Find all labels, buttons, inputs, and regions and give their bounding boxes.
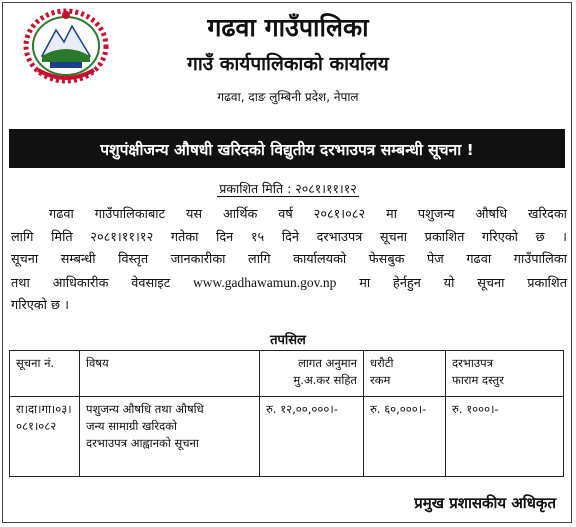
notice-body: [11, 204, 567, 318]
office-address: गढवा, दाङ लुम्बिनी प्रदेश, नेपाल: [217, 90, 359, 104]
table-header-row: [10, 351, 564, 397]
table-caption: तपसिल: [270, 333, 306, 348]
cell-form-fee: रु. १०००।-: [446, 397, 564, 477]
body-line: गरिएको छ ।: [11, 298, 69, 313]
table-row: [10, 397, 564, 477]
details-table: [9, 350, 564, 477]
office-name: गाउँ कार्यपालिकाको कार्यालय: [187, 53, 389, 75]
header-notice-no: सूचना नं.: [10, 351, 80, 397]
cell-notice-no: रा।दा।गा।०३। ०८१।०८२: [10, 397, 80, 477]
notice-banner: पशुपंक्षीजन्य औषधी खरिदको विद्युतीय दरभाउपत्र सम्बन्धी सूचना !: [9, 129, 565, 168]
website-link[interactable]: www.gadhawamun.gov.np: [193, 274, 337, 290]
page-title: गढवा गाउँपालिका: [207, 13, 369, 42]
header-subject: विषय: [80, 351, 260, 397]
header-deposit: धरौटी रकम: [364, 351, 446, 397]
signature-title: प्रमुख प्रशासकीय अधिकृत: [414, 494, 556, 512]
header-cost-estimate: लागत अनुमान मु.अ.कर सहित: [260, 351, 364, 397]
body-line: लागि मिति २०८१।११।१२ गतेका दिन १५ दिने दरभाउपत्र सूचना प्रकाशित गरिएको छ ।: [11, 229, 567, 245]
body-line: तथा आधिकारीक वेवसाइट www.gadhawamun.gov.np मा हेर्नहुन यो सूचना प्रकाशित: [11, 274, 567, 291]
cell-deposit: रु. ६०,०००।-: [364, 397, 446, 477]
published-date: [0, 180, 576, 197]
cell-cost-estimate: रु. १२,००,०००।-: [260, 397, 364, 477]
body-line: गढवा गाउँपालिकाबाट यस आर्थिक वर्ष २०८१।०८२ मा पशुजन्य औषधि खरिदका: [49, 207, 567, 222]
body-line: सूचना सम्बन्धी विस्तृत जानकारीका लागि कार्यालयको फेसबुक पेज गढवा गाउँपालिका: [11, 252, 567, 267]
cell-subject: पशुजन्य औषधि तथा औषधि जन्य सामाग्री खरिदको दरभाउपत्र आह्वानको सूचना: [80, 397, 260, 477]
published-date-text: प्रकाशित मिति : २०८१।११।१२: [219, 181, 357, 196]
header-form-fee: दरभाउपत्र फाराम दस्तुर: [446, 351, 564, 397]
